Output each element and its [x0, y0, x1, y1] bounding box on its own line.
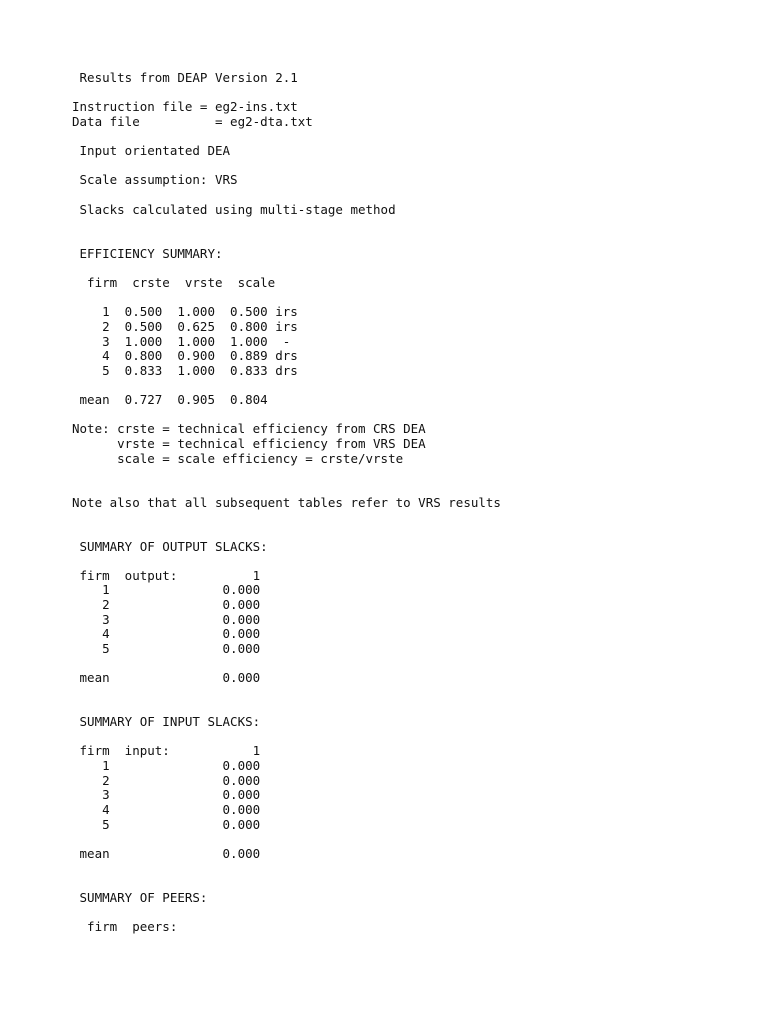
blank-line [72, 657, 752, 672]
blank-line [72, 906, 752, 921]
blank-line [72, 862, 752, 877]
input-slacks-table-row: 2 0.000 [72, 772, 261, 788]
note-scale-line: scale = scale efficiency = crste/vrste [72, 450, 404, 466]
efficiency-summary-heading: EFFICIENCY SUMMARY: [72, 245, 223, 261]
note-crste-line: Note: crste = technical efficiency from CRS DEA [72, 421, 426, 437]
blank-line [72, 876, 752, 891]
output-slacks-table-row: 4 0.000 [72, 626, 261, 642]
results-header-line: Results from DEAP Version 2.1 [72, 70, 298, 85]
input-slacks-table-row: 3 0.000 [72, 787, 261, 803]
blank-line [72, 701, 752, 716]
blank-line [72, 832, 752, 847]
input-slacks-mean: mean 0.000 [72, 845, 261, 861]
blank-line [72, 232, 752, 247]
efficiency-table-header: firm crste vrste scale [72, 274, 276, 290]
efficiency-table-row: 5 0.833 1.000 0.833 drs [72, 362, 298, 378]
blank-line [72, 378, 752, 393]
blank-line [72, 686, 752, 701]
blank-line [72, 466, 752, 481]
data-file-line: Data file = eg2-dta.txt [72, 113, 313, 129]
orientation-line: Input orientated DEA [72, 143, 231, 159]
input-slacks-heading: SUMMARY OF INPUT SLACKS: [72, 714, 261, 730]
note-vrste-line: vrste = technical efficiency from VRS DEA [72, 436, 426, 452]
scale-assumption-line: Scale assumption: VRS [72, 172, 238, 188]
blank-line [72, 217, 752, 232]
efficiency-table-row: 2 0.500 0.625 0.800 irs [72, 318, 298, 334]
input-slacks-table-row: 1 0.000 [72, 758, 261, 774]
slacks-method-line: Slacks calculated using multi-stage method [72, 201, 396, 217]
peers-table-header: firm peers: [72, 919, 178, 935]
blank-line [72, 291, 752, 306]
output-slacks-table-header: firm output: 1 [72, 567, 261, 583]
output-slacks-mean: mean 0.000 [72, 670, 261, 686]
output-slacks-table-row: 2 0.000 [72, 597, 261, 613]
input-slacks-table-row: 5 0.000 [72, 816, 261, 832]
blank-line [72, 510, 752, 525]
blank-line [72, 159, 752, 174]
input-slacks-table-header: firm input: 1 [72, 743, 261, 759]
instruction-file-line: Instruction file = eg2-ins.txt [72, 99, 298, 115]
input-slacks-table-row: 4 0.000 [72, 802, 261, 818]
efficiency-table-mean: mean 0.727 0.905 0.804 [72, 392, 268, 408]
output-slacks-heading: SUMMARY OF OUTPUT SLACKS: [72, 538, 268, 554]
blank-line [72, 86, 752, 101]
blank-line [72, 408, 752, 423]
output-slacks-table-row: 3 0.000 [72, 611, 261, 627]
blank-line [72, 130, 752, 145]
blank-line [72, 481, 752, 496]
blank-line [72, 188, 752, 203]
efficiency-table-row: 3 1.000 1.000 1.000 - [72, 333, 291, 349]
output-slacks-table-row: 1 0.000 [72, 582, 261, 598]
blank-line [72, 525, 752, 540]
blank-line [72, 261, 752, 276]
blank-line [72, 554, 752, 569]
peers-heading: SUMMARY OF PEERS: [72, 889, 208, 905]
efficiency-table-row: 1 0.500 1.000 0.500 irs [72, 304, 298, 320]
deap-results-document [72, 71, 752, 935]
output-slacks-table-row: 5 0.000 [72, 640, 261, 656]
efficiency-table-row: 4 0.800 0.900 0.889 drs [72, 348, 298, 364]
blank-line [72, 730, 752, 745]
vrs-note-line: Note also that all subsequent tables refer to VRS results [72, 494, 501, 510]
